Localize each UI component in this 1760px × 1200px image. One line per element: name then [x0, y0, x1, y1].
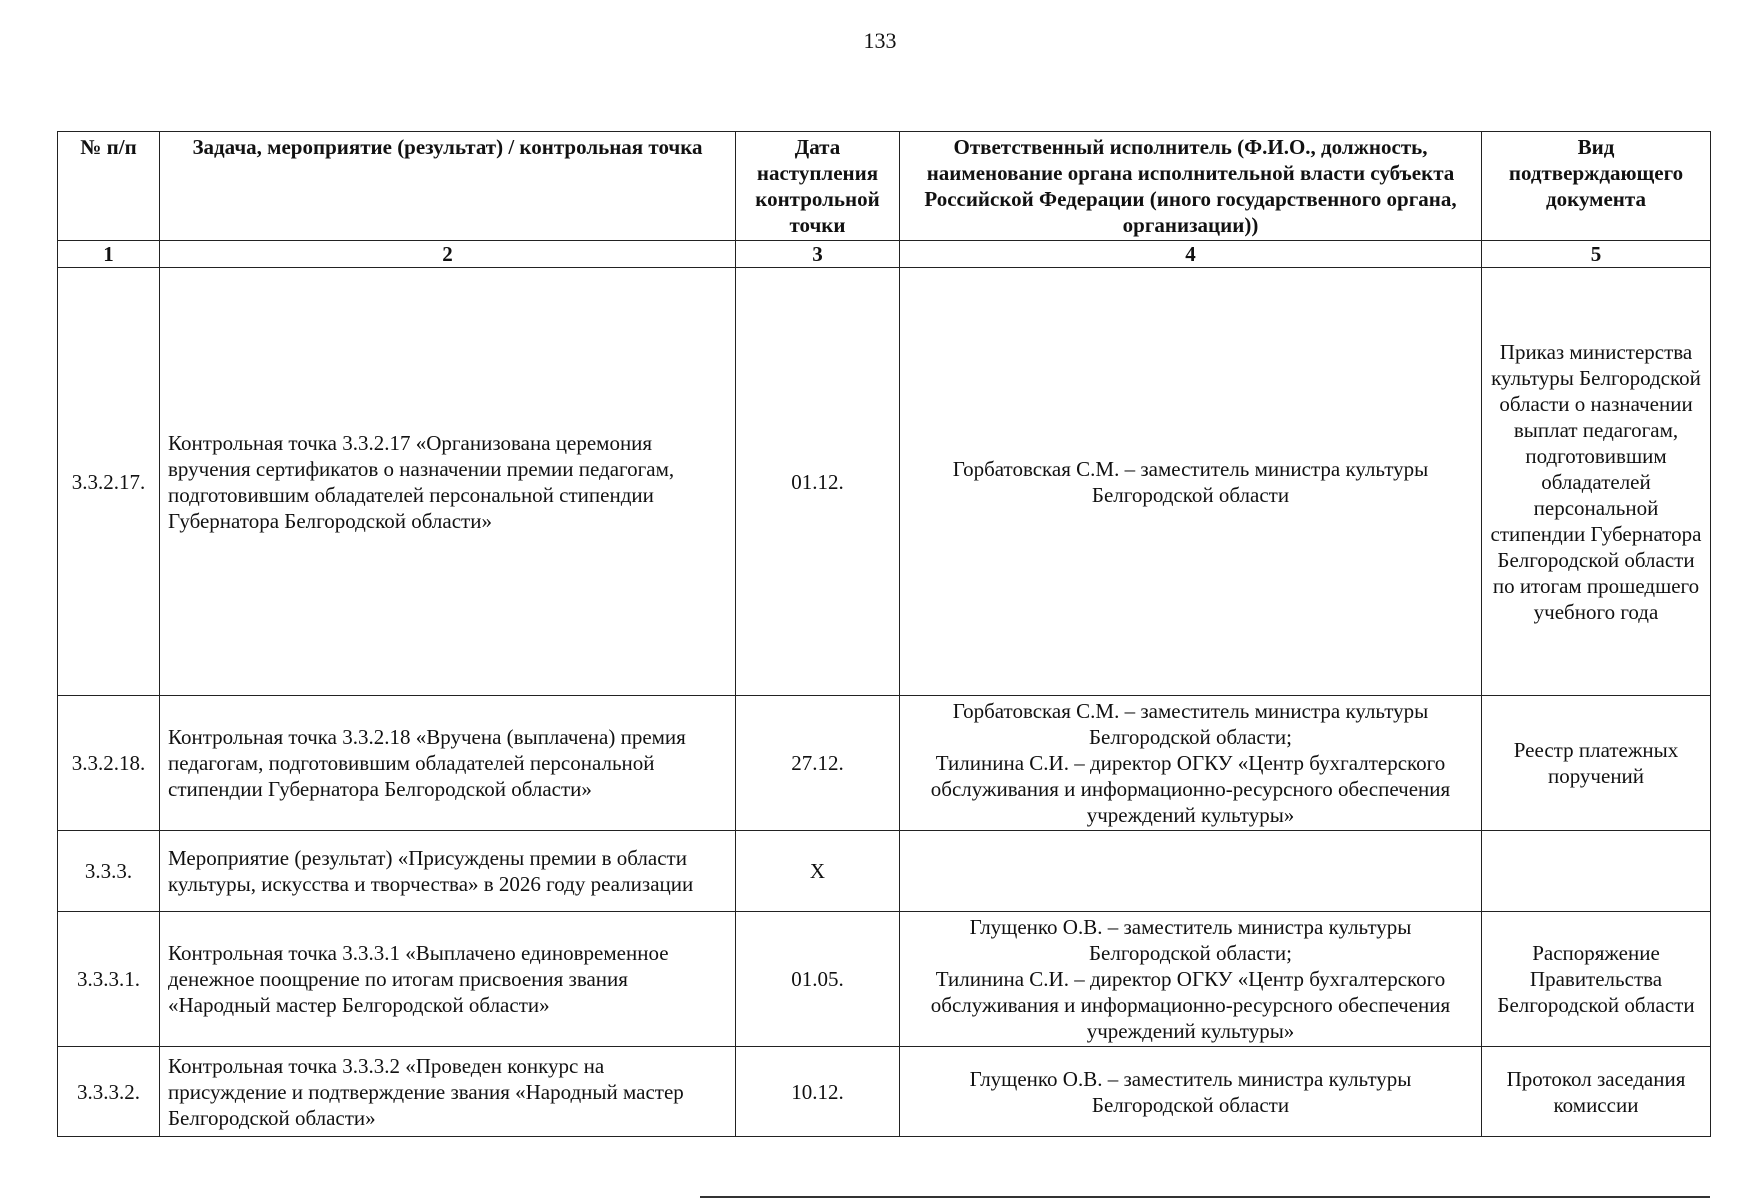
row-task: Контрольная точка 3.3.3.2 «Проведен конкурс на присуждение и подтверждение звания «Народный мастер Белгородской области»	[160, 1047, 736, 1137]
row-document	[1482, 831, 1711, 912]
responsible-person: Горбатовская С.М. – заместитель министра культуры Белгородской области	[952, 456, 1429, 507]
row-task: Контрольная точка 3.3.2.17 «Организована церемония вручения сертификатов о назначении премии педагогам, подготовившим обладателей персональной стипендии Губернатора Белгородской области»	[160, 268, 736, 696]
responsible-person: Тилинина С.И. – директор ОГКУ «Центр бухгалтерского обслуживания и информационно-ресурсного обеспечения учреждений культуры»	[930, 751, 1451, 827]
header-task: Задача, мероприятие (результат) / контрольная точка	[160, 132, 736, 241]
row-task: Контрольная точка 3.3.2.18 «Вручена (выплачена) премия педагогам, подготовившим обладателей персональной стипендии Губернатора Белгородской области»	[160, 696, 736, 831]
row-number: 3.3.2.17.	[58, 268, 160, 696]
page-number: 133	[863, 28, 897, 53]
row-number: 3.3.2.18.	[58, 696, 160, 831]
responsible-person: Глущенко О.В. – заместитель министра культуры Белгородской области	[969, 1066, 1412, 1117]
column-number: 1	[58, 241, 160, 268]
header-date: Дата наступления контрольной точки	[736, 132, 900, 241]
column-number: 5	[1482, 241, 1711, 268]
table-row	[58, 268, 1711, 696]
row-date: 01.12.	[736, 268, 900, 696]
responsible-person: Тилинина С.И. – директор ОГКУ «Центр бухгалтерского обслуживания и информационно-ресурсного обеспечения учреждений культуры»	[930, 967, 1451, 1043]
row-document: Реестр платежных поручений	[1482, 696, 1711, 831]
row-date: 01.05.	[736, 912, 900, 1047]
column-number: 4	[900, 241, 1482, 268]
row-date: Х	[736, 831, 900, 912]
header-responsible: Ответственный исполнитель (Ф.И.О., должность, наименование органа исполнительной власти субъекта Российской Федерации (иного государственного органа, организации))	[900, 132, 1482, 241]
column-number: 2	[160, 241, 736, 268]
table-row	[58, 1047, 1711, 1137]
responsible-person: Глущенко О.В. – заместитель министра культуры Белгородской области;	[969, 915, 1412, 965]
row-date: 10.12.	[736, 1047, 900, 1137]
row-number: 3.3.3.2.	[58, 1047, 160, 1137]
control-points-table	[57, 131, 1711, 1137]
table-row	[58, 831, 1711, 912]
column-number: 3	[736, 241, 900, 268]
table-row	[58, 696, 1711, 831]
row-task: Контрольная точка 3.3.3.1 «Выплачено единовременное денежное поощрение по итогам присвоения звания «Народный мастер Белгородской области»	[160, 912, 736, 1047]
row-task: Мероприятие (результат) «Присуждены премии в области культуры, искусства и творчества» в 2026 году реализации	[160, 831, 736, 912]
header-document: Вид подтверждающего документа	[1482, 132, 1711, 241]
row-document: Приказ министерства культуры Белгородской области о назначении выплат педагогам, подготовившим обладателей персональной стипендии Губернатора Белгородской области по итогам прошедшего учебного года	[1482, 268, 1711, 696]
row-number: 3.3.3.1.	[58, 912, 160, 1047]
table-row	[58, 912, 1711, 1047]
row-responsible	[900, 831, 1482, 912]
row-date: 27.12.	[736, 696, 900, 831]
row-responsible	[900, 1047, 1482, 1137]
row-document: Распоряжение Правительства Белгородской области	[1482, 912, 1711, 1047]
header-number: № п/п	[58, 132, 160, 241]
row-responsible	[900, 268, 1482, 696]
bottom-rule	[700, 1196, 1710, 1198]
table-header-row	[58, 132, 1711, 241]
column-number-row	[58, 241, 1711, 268]
row-number: 3.3.3.	[58, 831, 160, 912]
row-document: Протокол заседания комиссии	[1482, 1047, 1711, 1137]
responsible-person: Горбатовская С.М. – заместитель министра культуры Белгородской области;	[952, 699, 1429, 749]
row-responsible	[900, 696, 1482, 831]
row-responsible	[900, 912, 1482, 1047]
